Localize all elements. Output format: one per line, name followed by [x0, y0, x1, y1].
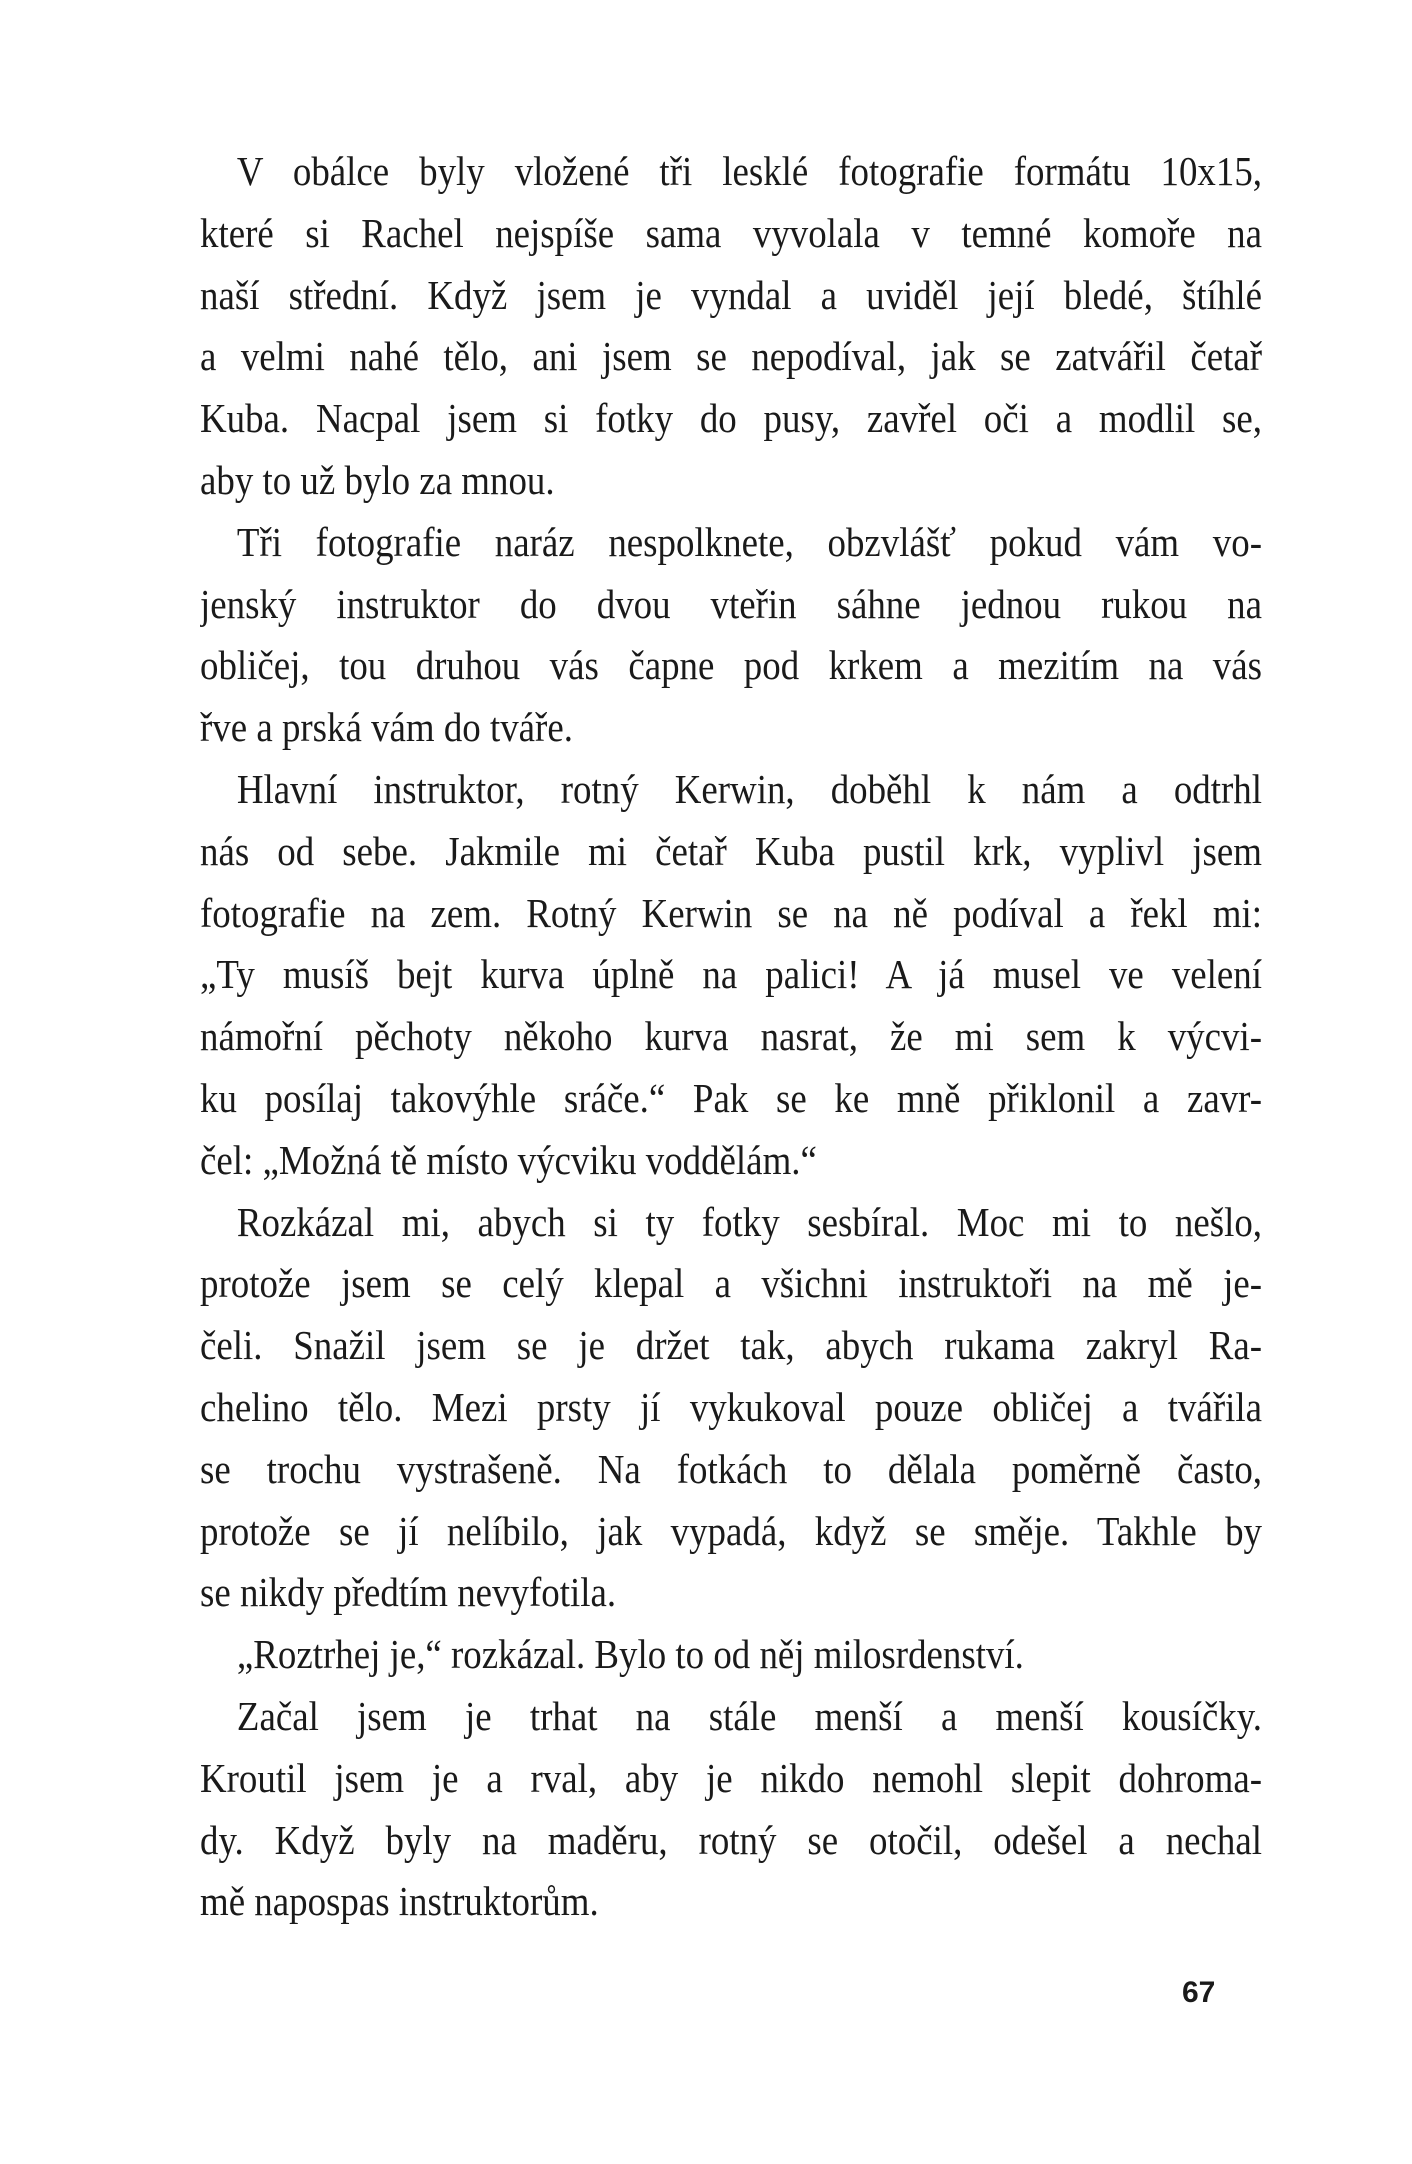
- text-line: naší střední. Když jsem je vyndal a uviděl její bledé, štíhlé: [200, 271, 1262, 318]
- text-line: Rozkázal mi, abych si ty fotky sesbíral. Moc mi to nešlo,: [236, 1198, 1262, 1245]
- text-line: Kuba. Nacpal jsem si fotky do pusy, zavřel oči a modlil se,: [200, 395, 1262, 442]
- paragraph: [200, 512, 1262, 759]
- paragraph: [200, 1192, 1262, 1625]
- text-line: mě napospas instruktorům.: [200, 1878, 599, 1925]
- text-line: obličej, tou druhou vás čapne pod krkem a mezitím na vás: [200, 642, 1262, 689]
- text-line: a velmi nahé tělo, ani jsem se nepodíval, jak se zatvářil četař: [200, 333, 1262, 380]
- text-line: řve a prská vám do tváře.: [200, 704, 573, 751]
- text-line: Kroutil jsem je a rval, aby je nikdo nemohl slepit dohroma-: [200, 1754, 1262, 1801]
- text-line: Tři fotografie naráz nespolknete, obzvlášť pokud vám vo-: [236, 518, 1262, 565]
- text-line: se nikdy předtím nevyfotila.: [200, 1569, 617, 1616]
- text-line: které si Rachel nejspíše sama vyvolala v temné komoře na: [200, 209, 1262, 256]
- paragraph: [200, 1686, 1262, 1933]
- page-number: 67: [1182, 1976, 1216, 2009]
- text-line: jenský instruktor do dvou vteřin sáhne jednou rukou na: [200, 580, 1262, 627]
- text-line: čel: „Možná tě místo výcviku voddělám.“: [200, 1136, 817, 1183]
- text-line: dy. Když byly na maděru, rotný se otočil, odešel a nechal: [200, 1816, 1262, 1863]
- text-line: aby to už bylo za mnou.: [200, 456, 555, 503]
- text-line: Hlavní instruktor, rotný Kerwin, doběhl k nám a odtrhl: [236, 765, 1262, 812]
- text-line: se trochu vystrašeně. Na fotkách to dělala poměrně často,: [200, 1445, 1262, 1492]
- text-line: ku posílaj takovýhle sráče.“ Pak se ke mně přiklonil a zavr-: [200, 1074, 1262, 1121]
- text-line: Začal jsem je trhat na stále menší a menší kousíčky.: [236, 1692, 1262, 1739]
- text-line: „Roztrhej je,“ rozkázal. Bylo to od něj milosrdenství.: [236, 1631, 1024, 1678]
- paragraph: [200, 759, 1262, 1192]
- text-line: čeli. Snažil jsem se je držet tak, abych rukama zakryl Ra-: [200, 1322, 1262, 1369]
- text-line: V obálce byly vložené tři lesklé fotografie formátu 10x15,: [236, 148, 1262, 194]
- text-line: „Ty musíš bejt kurva úplně na palici! A já musel ve velení: [200, 951, 1262, 998]
- text-line: chelino tělo. Mezi prsty jí vykukoval pouze obličej a tvářila: [200, 1383, 1262, 1430]
- text-line: fotografie na zem. Rotný Kerwin se na ně podíval a řekl mi:: [200, 889, 1262, 936]
- text-line: nás od sebe. Jakmile mi četař Kuba pustil krk, vyplivl jsem: [200, 827, 1262, 874]
- text-line: námořní pěchoty někoho kurva nasrat, že mi sem k výcvi-: [200, 1013, 1262, 1060]
- text-line: protože jsem se celý klepal a všichni instruktoři na mě je-: [200, 1260, 1262, 1307]
- paragraph: [200, 1624, 1262, 1686]
- paragraph: [200, 141, 1262, 512]
- text-line: protože se jí nelíbilo, jak vypadá, když se směje. Takhle by: [200, 1507, 1262, 1554]
- body-text: [200, 141, 1262, 1933]
